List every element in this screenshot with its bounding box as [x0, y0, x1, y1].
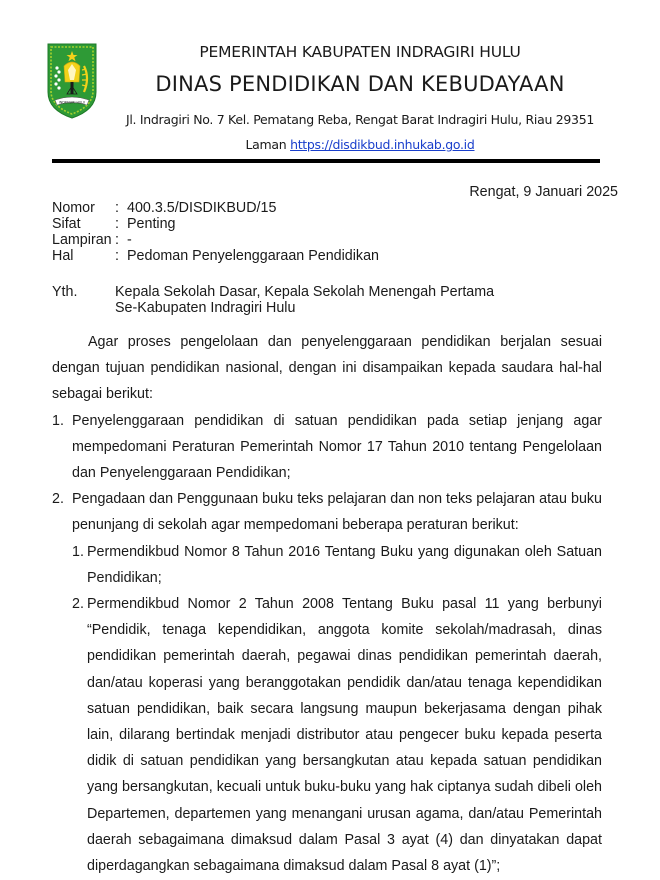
meta-separator: : [115, 248, 119, 264]
meta-row-hal [52, 248, 379, 264]
sublist-item [72, 591, 602, 879]
list-item [52, 486, 602, 538]
government-name: PEMERINTAH KABUPATEN INDRAGIRI HULU [199, 43, 521, 61]
meta-separator: : [115, 232, 119, 248]
recipient-label-spacer [52, 300, 115, 316]
website-label: Laman [245, 137, 287, 152]
opening-paragraph: Agar proses pengelolaan dan penyelenggaraan pendidikan berjalan sesuai dengan tujuan pendidikan nasional, dengan ini disampaikan kepada saudara hal-hal sebagai berikut: [52, 334, 602, 403]
meta-row-nomor [52, 200, 379, 216]
sublist [52, 539, 602, 880]
place-date: Rengat, 9 Januari 2025 [469, 184, 618, 200]
sublist-item [72, 539, 602, 591]
list-item [52, 408, 602, 487]
regency-coat-of-arms-icon [46, 42, 98, 120]
agency-name: DINAS PENDIDIKAN DAN KEBUDAYAAN [155, 72, 565, 96]
list-text: Pengadaan dan Penggunaan buku teks pelajaran dan non teks pelajaran atau buku penunjang di sekolah agar mempedomani beberapa peraturan berikut: [72, 491, 602, 534]
meta-label: Nomor [52, 200, 95, 216]
agency-address: Jl. Indragiri No. 7 Kel. Pematang Reba, Rengat Barat Indragiri Hulu, Riau 29351 [125, 112, 595, 127]
recipient-line: Se-Kabupaten Indragiri Hulu [115, 300, 296, 316]
recipient-label: Yth. [52, 284, 78, 300]
letter-body [52, 329, 602, 879]
meta-separator: : [115, 200, 119, 216]
svg-text:INDRAGIRI HULU: INDRAGIRI HULU [58, 100, 86, 105]
recipient-row [52, 300, 494, 316]
meta-row-sifat [52, 216, 379, 232]
sublist-number: 1. [72, 543, 84, 560]
sublist-number: 2. [72, 596, 84, 613]
recipient-line: Kepala Sekolah Dasar, Kepala Sekolah Menengah Pertama [115, 284, 495, 300]
meta-separator: : [115, 216, 119, 232]
meta-label: Hal [52, 248, 74, 264]
agency-website [100, 137, 620, 152]
meta-value: Penting [127, 216, 176, 232]
meta-row-lampiran [52, 232, 379, 248]
sublist-text: Permendikbud Nomor 8 Tahun 2016 Tentang Buku yang digunakan oleh Satuan Pendidikan; [87, 543, 602, 586]
recipient-block [52, 284, 494, 316]
meta-value: 400.3.5/DISDIKBUD/15 [127, 200, 277, 216]
letter-meta [52, 200, 379, 264]
list-text: Penyelenggaraan pendidikan di satuan pendidikan pada setiap jenjang agar mempedomani Peraturan Pemerintah Nomor 17 Tahun 2010 tentang Pengelolaan dan Penyelenggaraan Pendidikan; [72, 412, 602, 482]
meta-value: Pedoman Penyelenggaraan Pendidikan [127, 248, 379, 264]
list-number: 2. [52, 491, 64, 508]
website-link[interactable]: https://disdikbud.inhukab.go.id [290, 137, 475, 152]
meta-label: Sifat [52, 216, 81, 232]
letterhead-divider [52, 159, 600, 163]
list-number: 1. [52, 412, 64, 429]
meta-value: - [127, 232, 132, 248]
recipient-row [52, 284, 494, 300]
sublist-text: Permendikbud Nomor 2 Tahun 2008 Tentang Buku pasal 11 yang berbunyi “Pendidik, tenaga kependidikan, anggota komite sekolah/madrasah, dinas pendidikan pemerintah daerah, pegawai dinas pendidikan pemerintah daerah, dan/atau koperasi yang beranggotakan pendidik dan/atau tenaga kependidikan satuan pendidikan, baik secara langsung maupun bekerjasama dengan pihak lain, dilarang bertindak menjadi distributor atau pengecer buku kepada peserta didik di satuan pendidikan yang bersangkutan atau kepada satuan pendidikan yang bersangkutan, kecuali untuk buku-buku yang hak ciptanya sudah dibeli oleh Departemen, departemen yang menangani urusan agama, dan/atau Pemerintah daerah sebagaimana dimaksud dalam Pasal 3 ayat (4) dan dinyatakan dapat diperdagangkan sebagaimana dimaksud dalam Pasal 8 ayat (1)”; [87, 596, 602, 875]
meta-label: Lampiran [52, 232, 112, 248]
